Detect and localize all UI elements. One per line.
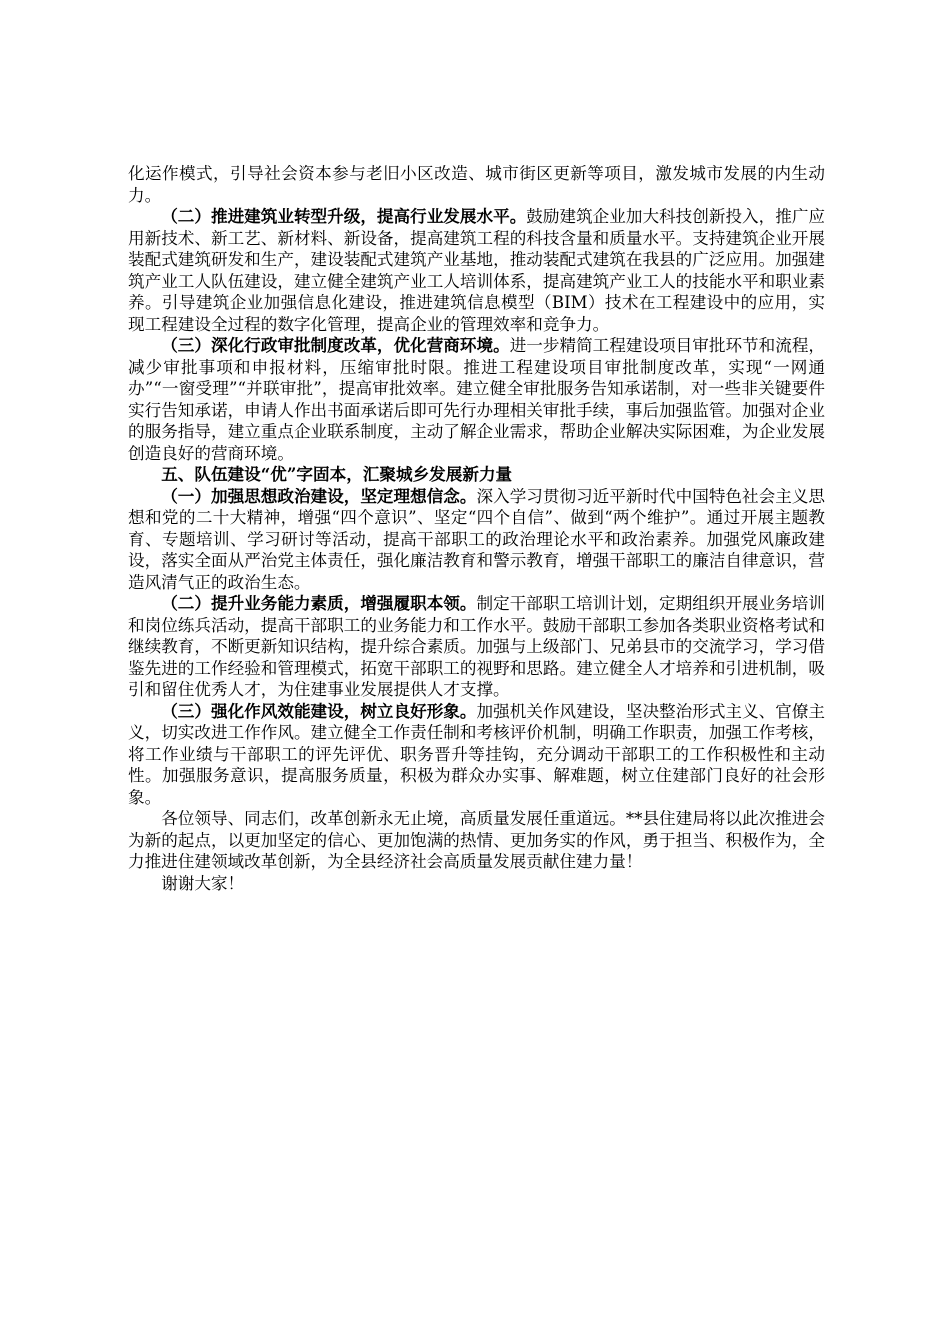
paragraph-2 (128, 206, 825, 335)
paragraph-8 (128, 873, 825, 895)
paragraph-5-lead: （二）提升业务能力素质，增强履职本领。 (161, 593, 477, 613)
paragraph-6-lead: （三）强化作风效能建设，树立良好形象。 (161, 700, 477, 721)
paragraph-4-text: 深入学习贯彻习近平新时代中国特色社会主义思想和党的二十大精神，增强“四个意识”、坚定“四个自信”、做到“两个维护”。通过开展主题教育、专题培训、学习研讨等活动，提高干部职工的政治理论水平和政治素养。加强党风廉政建设，落实全面从严治党主体责任，强化廉洁教育和警示教育，增强干部职工的廉洁自律意识，营造风清气正的政治生态。 (128, 486, 825, 592)
paragraph-5 (128, 593, 825, 701)
paragraph-4-lead: （一）加强思想政治建设，坚定理想信念。 (161, 485, 477, 506)
paragraph-6 (128, 701, 825, 809)
section-5-heading-text: 五、队伍建设“优”字固本，汇聚城乡发展新力量 (161, 464, 513, 484)
paragraph-3-lead: （三）深化行政审批制度改革，优化营商环境。 (161, 335, 510, 355)
paragraph-1 (128, 163, 825, 206)
paragraph-2-text: 鼓励建筑企业加大科技创新投入，推广应用新技术、新工艺、新材料、新设备，提高建筑工程的科技含量和质量水平。支持建筑企业开展装配式建筑研发和生产，建设装配式建筑产业基地，推动装配式建筑在我县的广泛应用。加强建筑产业工人队伍建设，建立健全建筑产业工人培训体系，提高建筑产业工人的技能水平和职业素养。引导建筑企业加强信息化建设，推进建筑信息模型（BIM）技术在工程建设中的应用，实现工程建设全过程的数字化管理，提高企业的管理效率和竞争力。 (128, 207, 826, 334)
paragraph-6-text: 加强机关作风建设，坚决整治形式主义、官僚主义，切实改进工作作风。建立健全工作责任制和考核评价机制，明确工作职责，加强工作考核，将工作业绩与干部职工的评先评优、职务晋升等挂钩，充分调动干部职工的工作积极性和主动性。加强服务意识，提高服务质量，积极为群众办实事、解难题，树立住建部门良好的社会形象。 (128, 701, 825, 807)
paragraph-3 (128, 335, 825, 464)
paragraph-7-text: 各位领导、同志们，改革创新永无止境，高质量发展任重道远。**县住建局将以此次推进会为新的起点，以更加坚定的信心、更加饱满的热情、更加务实的作风，勇于担当、积极作为，全力推进住建领域改革创新，为全县经济社会高质量发展贡献住建力量！ (128, 809, 825, 871)
paragraph-2-lead: （二）推进建筑业转型升级，提高行业发展水平。 (161, 206, 527, 226)
paragraph-5-text: 制定干部职工培训计划，定期组织开展业务培训和岗位练兵活动，提高干部职工的业务能力和工作水平。鼓励干部职工参加各类职业资格考试和继续教育，不断更新知识结构，提升综合素质。加强与上级部门、兄弟县市的交流学习，学习借鉴先进的工作经验和管理模式，拓宽干部职工的视野和思路。建立健全人才培养和引进机制，吸引和留住优秀人才，为住建事业发展提供人才支撑。 (128, 594, 825, 699)
section-5-heading (128, 464, 825, 486)
paragraph-4 (128, 486, 825, 594)
document-page (128, 163, 825, 894)
paragraph-1-text: 化运作模式，引导社会资本参与老旧小区改造、城市街区更新等项目，激发城市发展的内生动力。 (128, 164, 825, 205)
paragraph-8-text: 谢谢大家！ (161, 873, 245, 893)
paragraph-3-text: 进一步精简工程建设项目审批环节和流程，减少审批事项和申报材料，压缩审批时限。推进工程建设项目审批制度改革，实现“一网通办”“一窗受理”“并联审批”，提高审批效率。建立健全审批服务告知承诺制，对一些非关键要件实行告知承诺，申请人作出书面承诺后即可先行办理相关审批手续，事后加强监管。加强对企业的服务指导，建立重点企业联系制度，主动了解企业需求，帮助企业解决实际困难，为企业发展创造良好的营商环境。 (128, 336, 826, 463)
paragraph-7 (128, 808, 825, 873)
